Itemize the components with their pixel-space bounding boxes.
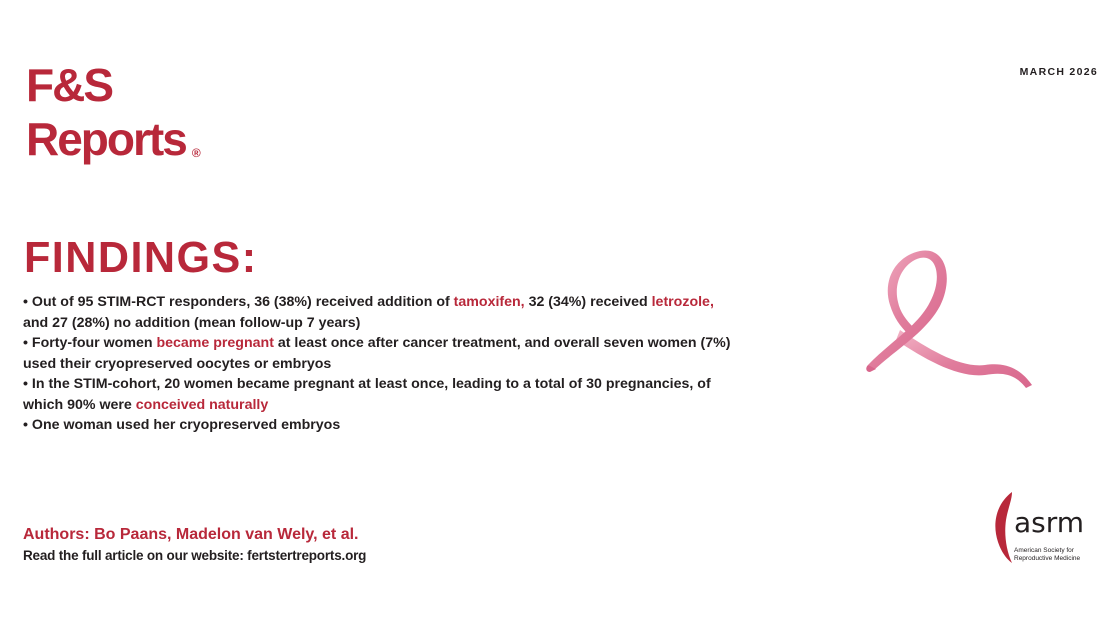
finding-text: • One woman used her cryopreserved embryos	[23, 417, 341, 433]
finding-text: • In the STIM-cohort, 20 women became pregnant at least once, leading to a total of 30 pregnancies, of which 90% were	[23, 376, 711, 413]
finding-item	[23, 292, 733, 333]
logo-line-1: F&S	[26, 59, 112, 111]
registered-mark: ®	[191, 146, 201, 160]
finding-item	[23, 415, 733, 436]
findings-list	[23, 292, 733, 436]
finding-text: • Forty-four women	[23, 335, 157, 351]
finding-text: • Out of 95 STIM-RCT responders, 36 (38%) received addition of	[23, 294, 454, 310]
finding-text: 32 (34%) received	[524, 294, 652, 310]
highlight-tamoxifen: tamoxifen,	[453, 294, 525, 310]
finding-text: and 27 (28%) no addition (mean follow-up 7 years)	[23, 314, 361, 331]
asrm-subtitle: American Society for Reproductive Medicine	[1014, 547, 1081, 562]
highlight-became-pregnant: became pregnant	[156, 335, 274, 351]
pink-ribbon-icon	[860, 250, 1040, 395]
highlight-letrozole: letrozole,	[651, 294, 714, 310]
asrm-red-swoosh-icon	[995, 492, 1012, 563]
highlight-conceived-naturally: conceived naturally	[135, 396, 269, 413]
logo-line-2-text: Reports	[26, 113, 186, 165]
finding-item	[23, 333, 733, 374]
asrm-wordmark: asrm	[1014, 506, 1085, 539]
finding-text: at least once after cancer treatment, and overall seven women (7%) used their cryopreserved oocytes or embryos	[23, 335, 731, 372]
issue-date: MARCH 2026	[1019, 66, 1098, 78]
finding-item	[23, 374, 733, 415]
findings-heading: FINDINGS:	[24, 233, 258, 282]
authors-line: Authors: Bo Paans, Madelon van Wely, et al.	[23, 526, 359, 543]
fs-reports-logo	[26, 59, 201, 165]
logo-line-2	[26, 113, 201, 165]
read-more-line: Read the full article on our website: fertstertreports.org	[23, 548, 367, 563]
